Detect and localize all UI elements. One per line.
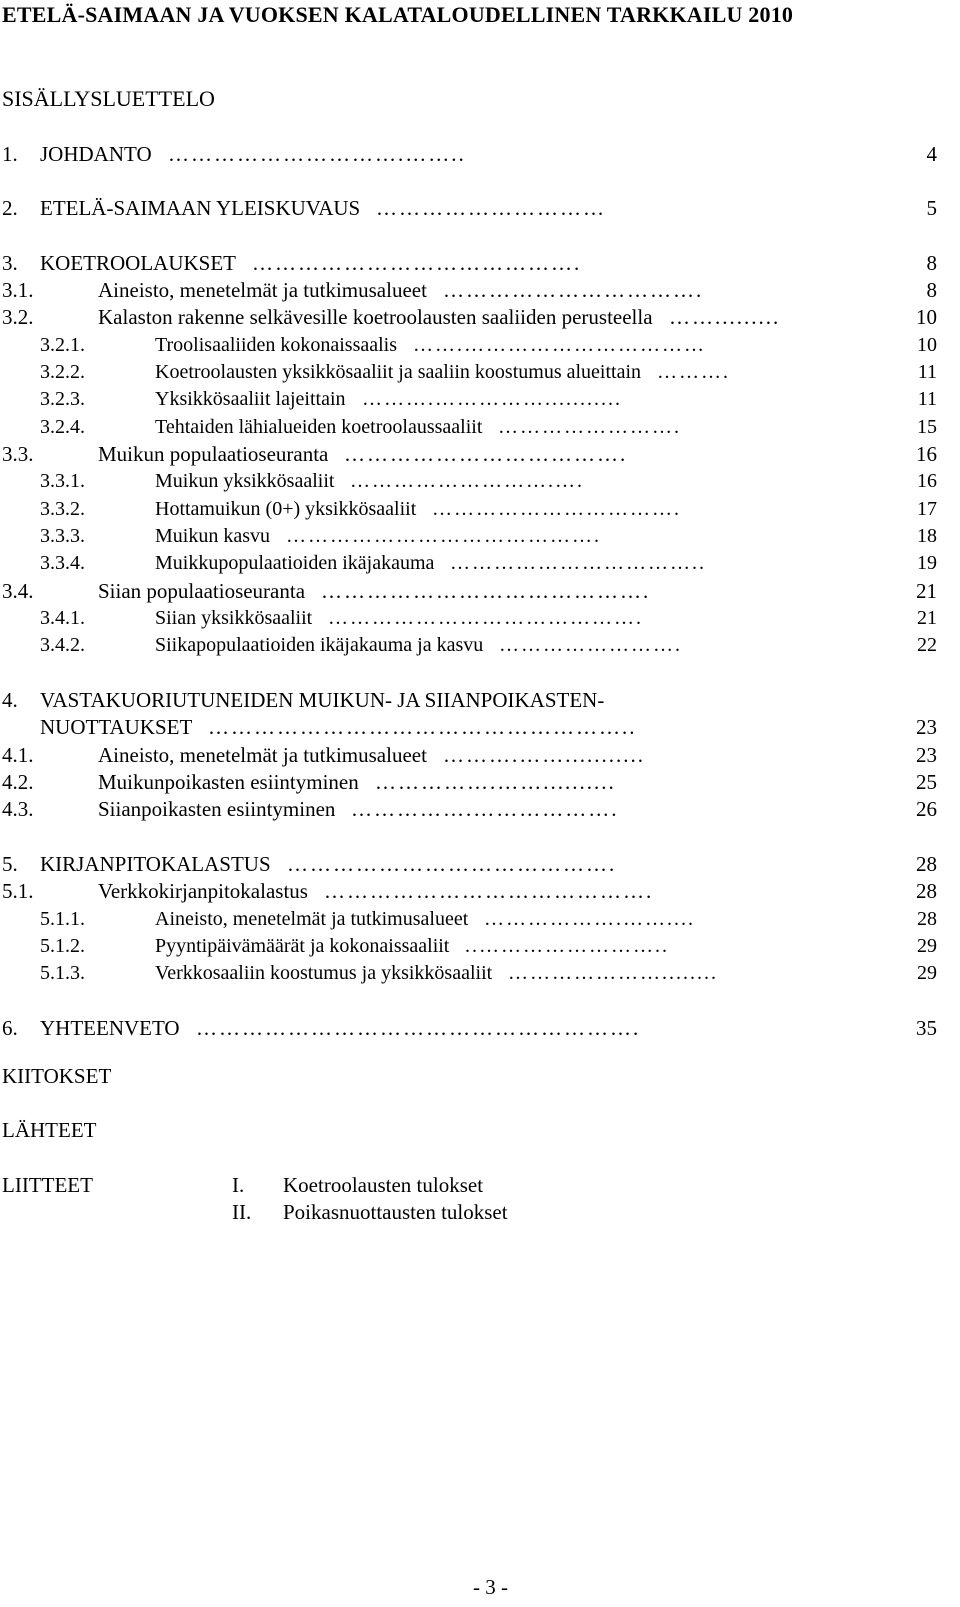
toc-entry-title: NUOTTAUKSET (40, 715, 193, 739)
toc-entry-page: 21 (916, 579, 937, 603)
toc-entry-leader: ……….……........... (443, 743, 645, 767)
toc-entry (0, 741, 960, 769)
toc-entry-leader: ……......... (669, 305, 781, 329)
toc-entry-leader: …………………........ (508, 962, 718, 984)
toc-entry (0, 194, 960, 222)
toc-entry-leader: ……………….…….... (484, 908, 695, 930)
toc-entry-page: 10 (916, 305, 937, 329)
toc-entry-title: KIRJANPITOKALASTUS (40, 852, 271, 876)
toc-entry (0, 522, 960, 550)
toc-entry-title: Pyyntipäivämäärät ja kokonaissaaliit (155, 935, 450, 957)
toc-entry-page: 28 (916, 852, 937, 876)
toc-entry (0, 795, 960, 823)
toc-entry-number: 3.3.3. (40, 525, 85, 547)
toc-entry-title: Kalaston rakenne selkävesille koetroolausten saaliiden perusteella (98, 305, 653, 329)
toc-entry-title: Siikapopulaatioiden ikäjakauma ja kasvu (155, 634, 484, 656)
toc-entry-number: 3.3.4. (40, 552, 85, 574)
toc-entry (0, 850, 960, 878)
toc-entry-title: Muikkupopulaatioiden ikäjakauma (155, 552, 435, 574)
toc-entry (0, 303, 960, 331)
toc-entry-page: 22 (917, 634, 937, 656)
toc-entry-number: 5.1.3. (40, 962, 85, 984)
toc-entry-number: 3.4. (2, 579, 34, 603)
toc-entry-page: 15 (917, 416, 937, 438)
toc-entry-title: Siian yksikkösaaliit (155, 607, 313, 629)
toc-entry-page: 10 (917, 334, 937, 356)
toc-entry-leader: ……………………………………. (287, 852, 617, 876)
toc-entry-leader: ……………………………………. (324, 879, 654, 903)
toc-entry-page: 23 (916, 743, 937, 767)
toc-entry-title: Muikun kasvu (155, 525, 270, 547)
toc-entry (0, 385, 960, 413)
toc-entry-title: Muikun yksikkösaaliit (155, 470, 335, 492)
toc-entry-page: 16 (916, 442, 937, 466)
toc-entry-page: 21 (917, 607, 937, 629)
toc-entry-number: 4.1. (2, 743, 34, 767)
toc-entry-page: 8 (926, 278, 937, 302)
toc-entry-leader: ………………………….…….. (168, 142, 466, 166)
toc-entry-title: Siian populaatioseuranta (98, 579, 306, 603)
toc-entry-page: 4 (926, 142, 937, 166)
toc-entry-page: 11 (917, 361, 937, 383)
toc-entry-title: Yksikkösaaliit lajeittain (155, 388, 346, 410)
toc-entry-leader: …………….………………. (351, 797, 619, 821)
toc-entry-page: 28 (916, 879, 937, 903)
appendix-2-number: II. (232, 1200, 252, 1224)
toc-entry-number: 4.2. (2, 770, 34, 794)
appendix-2-title: Poikasnuottausten tulokset (283, 1200, 508, 1224)
toc-entry-title: Muikunpoikasten esiintyminen (98, 770, 359, 794)
toc-entry-title: Troolisaaliiden kokonaissaalis (155, 334, 398, 356)
toc-entry (0, 577, 960, 605)
toc-entry-page: 8 (926, 251, 937, 275)
toc-entry-page: 28 (917, 908, 937, 930)
toc-entry-number: 3.2.1. (40, 334, 85, 356)
toc-entry (0, 686, 960, 714)
toc-entry-page: 18 (917, 525, 937, 547)
toc-entry (0, 959, 960, 987)
toc-entry-title: Tehtaiden lähialueiden koetroolaussaaliit (155, 416, 483, 438)
toc-entry-leader: ..…………………….. (465, 935, 669, 957)
toc-entry-leader: ……………………………. (432, 498, 681, 520)
toc-entry-number: 3.3.2. (40, 498, 85, 520)
toc-entry-leader: ……………………….…. (350, 470, 584, 492)
toc-entry-title: JOHDANTO (40, 142, 152, 166)
toc-heading: SISÄLLYSLUETTELO (2, 86, 215, 111)
toc-entry (0, 768, 960, 796)
toc-entry-leader: …………………………….. (450, 552, 706, 574)
appendix-1-title: Koetroolausten tulokset (283, 1173, 484, 1197)
page-title: ETELÄ-SAIMAAN JA VUOKSEN KALATALOUDELLINEN TARKKAILU 2010 (2, 2, 794, 27)
toc-entry-title: Koetroolausten yksikkösaaliit ja saaliin koostumus alueittain (155, 361, 642, 383)
toc-entry (0, 495, 960, 523)
toc-entry (0, 413, 960, 441)
section-label-acknowledgements: KIITOKSET (2, 1064, 112, 1088)
toc-entry-page: 19 (917, 552, 937, 574)
toc-entry (0, 249, 960, 277)
toc-entry-number: 4.3. (2, 797, 34, 821)
toc-entry-number: 4. (2, 688, 18, 712)
toc-entry-leader: ……………………………………. (328, 607, 643, 629)
toc-entry (0, 877, 960, 905)
toc-entry (0, 1014, 960, 1042)
toc-entry-number: 3.2.3. (40, 388, 85, 410)
toc-entry-leader: ……………………………………. (252, 251, 582, 275)
toc-entry-number: 3.2. (2, 305, 34, 329)
toc-entry (0, 631, 960, 659)
toc-entry-page: 23 (916, 715, 937, 739)
toc-entry-title: KOETROOLAUKSET (40, 251, 236, 275)
toc-entry (0, 440, 960, 468)
toc-entry-title: Verkkokirjanpitokalastus (98, 879, 308, 903)
toc-entry (0, 358, 960, 386)
toc-entry (0, 713, 960, 741)
toc-entry-page: 29 (917, 935, 937, 957)
toc-entry-title: Verkkosaaliin koostumus ja yksikkösaaliit (155, 962, 493, 984)
toc-entry-title: Aineisto, menetelmät ja tutkimusalueet (98, 743, 427, 767)
toc-entry-number: 3.2.2. (40, 361, 85, 383)
toc-entry-number: 1. (2, 142, 18, 166)
toc-entry-page: 35 (916, 1016, 937, 1040)
toc-entry-page: 16 (917, 470, 937, 492)
toc-entry-leader: ……………………………. (443, 278, 704, 302)
toc-entry (0, 604, 960, 632)
appendix-1-number: I. (232, 1173, 245, 1197)
toc-entry-leader: ……………………. (499, 634, 682, 656)
toc-entry-number: 3.1. (2, 278, 34, 302)
toc-entry-title: Hottamuikun (0+) yksikkösaaliit (155, 498, 417, 520)
toc-entry-number: 5.1.1. (40, 908, 85, 930)
section-label-appendices: LIITTEET (2, 1173, 93, 1197)
toc-entry (0, 549, 960, 577)
toc-entry-number: 5.1.2. (40, 935, 85, 957)
toc-entry-leader: ……………………………………………….. (208, 715, 637, 739)
toc-entry (0, 331, 960, 359)
toc-entry-number: 3.4.2. (40, 634, 85, 656)
section-label-references: LÄHTEET (2, 1118, 97, 1142)
toc-entry (0, 467, 960, 495)
toc-entry-number: 6. (2, 1016, 18, 1040)
toc-entry-leader: ……………………………………. (286, 525, 601, 547)
toc-entry-leader: …………….…….......... (375, 770, 616, 794)
toc-entry-number: 5. (2, 852, 18, 876)
toc-entry-title: Siianpoikasten esiintyminen (98, 797, 336, 821)
toc-entry-page: 11 (917, 388, 937, 410)
toc-entry (0, 932, 960, 960)
toc-entry-leader: ………………………… (376, 196, 606, 220)
toc-entry-title: Aineisto, menetelmät ja tutkimusalueet (98, 278, 427, 302)
toc-entry-leader: ……….……………........... (362, 388, 622, 410)
toc-entry-title: Muikun populaatioseuranta (98, 442, 329, 466)
toc-entry-number: 3.3.1. (40, 470, 85, 492)
toc-entry-page: 17 (917, 498, 937, 520)
toc-entry-page: 29 (917, 962, 937, 984)
toc-entry-number: 2. (2, 196, 18, 220)
toc-entry (0, 276, 960, 304)
toc-entry-title: VASTAKUORIUTUNEIDEN MUIKUN- JA SIIANPOIKASTEN- (40, 688, 605, 712)
toc-entry-title: Aineisto, menetelmät ja tutkimusalueet (155, 908, 469, 930)
toc-entry-number: 3.2.4. (40, 416, 85, 438)
toc-entry-page: 5 (926, 196, 937, 220)
toc-entry-leader: ……………………. (498, 416, 681, 438)
toc-entry-leader: …………………………………………………. (196, 1016, 641, 1040)
toc-entry-number: 3. (2, 251, 18, 275)
toc-entry-page: 25 (916, 770, 937, 794)
page-number: - 3 - (473, 1575, 508, 1599)
toc-entry-leader: ………………………………. (344, 442, 628, 466)
toc-entry-number: 3.3. (2, 442, 34, 466)
toc-entry (0, 905, 960, 933)
toc-entry-title: ETELÄ-SAIMAAN YLEISKUVAUS (40, 196, 361, 220)
toc-entry-leader: …….…………………………… (413, 334, 706, 356)
toc-entry (0, 140, 960, 168)
toc-entry-number: 3.4.1. (40, 607, 85, 629)
toc-entry-number: 5.1. (2, 879, 34, 903)
toc-entry-leader: ……………………………………. (321, 579, 651, 603)
toc-entry-page: 26 (916, 797, 937, 821)
toc-entry-title: YHTEENVETO (40, 1016, 180, 1040)
toc-entry-leader: ………. (657, 361, 730, 383)
